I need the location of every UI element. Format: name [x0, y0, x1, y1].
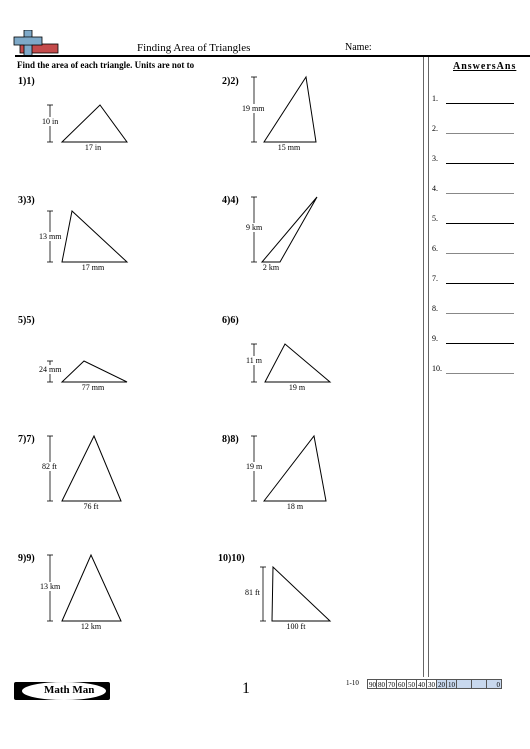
problem-number: 10)10) — [218, 553, 245, 564]
base-label: 18 m — [286, 502, 304, 511]
answer-number: 8. — [432, 304, 438, 313]
height-label: 81 ft — [245, 588, 260, 597]
triangle-shape — [62, 436, 121, 501]
score-cell: 20 — [438, 681, 445, 689]
score-cell — [457, 679, 472, 689]
page-number: 1 — [242, 680, 250, 697]
answer-blank[interactable] — [446, 283, 514, 284]
score-cell: 0 — [487, 679, 502, 689]
height-label: 10 in — [42, 117, 59, 126]
height-label: 82 ft — [42, 462, 57, 471]
score-range-label: 1-10 — [346, 679, 359, 687]
problem-number: 1)1) — [18, 76, 35, 87]
triangle-shape — [62, 105, 127, 142]
answer-blank[interactable] — [446, 163, 514, 164]
triangle-shape — [264, 436, 326, 501]
height-label: 11 m — [246, 356, 262, 365]
base-label: 19 m — [288, 383, 306, 392]
score-cell: 90 — [369, 681, 376, 689]
triangle-shape — [265, 344, 330, 382]
score-cell: 30 — [428, 681, 435, 689]
height-label: 19 mm — [242, 104, 265, 113]
problem-number: 4)4) — [222, 195, 239, 206]
score-cell: 70 — [388, 681, 395, 689]
answer-number: 2. — [432, 124, 438, 133]
answer-blank[interactable] — [446, 223, 514, 224]
height-label: 24 mm — [39, 365, 62, 374]
worksheet-title: Finding Area of Triangles — [137, 42, 251, 54]
triangle-shape — [62, 211, 127, 262]
name-label: Name: — [345, 42, 372, 53]
problem-number: 6)6) — [222, 315, 239, 326]
answer-number: 6. — [432, 244, 438, 253]
brand-label: Math Man — [44, 684, 95, 696]
height-label: 13 mm — [39, 232, 62, 241]
answer-number: 10. — [432, 364, 442, 373]
score-cell — [472, 679, 487, 689]
base-label: 2 km — [262, 263, 280, 272]
answer-blank[interactable] — [446, 193, 514, 194]
score-cell: 40 — [418, 681, 425, 689]
answer-blank[interactable] — [446, 103, 514, 104]
problem-number: 8)8) — [222, 434, 239, 445]
height-label: 9 km — [246, 223, 263, 232]
problem-number: 5)5) — [18, 315, 35, 326]
base-label: 12 km — [80, 622, 102, 631]
triangle-shape — [264, 77, 316, 142]
answers-heading: AnswersAns — [453, 61, 517, 72]
problem-number: 9)9) — [18, 553, 35, 564]
problem-number: 3)3) — [18, 195, 35, 206]
answer-blank[interactable] — [446, 373, 514, 374]
answer-blank[interactable] — [446, 343, 514, 344]
answer-number: 4. — [432, 184, 438, 193]
triangle-shape — [272, 567, 330, 621]
triangle-shape — [62, 555, 121, 621]
base-label: 17 mm — [81, 263, 105, 272]
answer-column-divider — [423, 57, 424, 677]
score-cell: 10 — [448, 681, 455, 689]
base-label: 15 mm — [277, 143, 301, 152]
answer-number: 9. — [432, 334, 438, 343]
problem-number: 7)7) — [18, 434, 35, 445]
answer-number: 3. — [432, 154, 438, 163]
instructions: Find the area of each triangle. Units are not to — [17, 60, 195, 70]
answer-blank[interactable] — [446, 253, 514, 254]
answer-blank[interactable] — [446, 133, 514, 134]
height-label: 19 m — [246, 462, 263, 471]
base-label: 77 mm — [81, 383, 105, 392]
problem-number: 2)2) — [222, 76, 239, 87]
base-label: 100 ft — [286, 622, 306, 631]
score-cell: 80 — [378, 681, 385, 689]
answer-number: 7. — [432, 274, 438, 283]
base-label: 76 ft — [83, 502, 99, 511]
answer-number: 1. — [432, 94, 438, 103]
answer-number: 5. — [432, 214, 438, 223]
score-cell: 60 — [398, 681, 405, 689]
height-label: 13 km — [40, 582, 61, 591]
answer-column-divider-inner — [428, 57, 429, 677]
triangle-shape — [262, 197, 317, 262]
answer-blank[interactable] — [446, 313, 514, 314]
score-table — [367, 679, 502, 689]
score-cell: 50 — [408, 681, 415, 689]
triangle-shape — [62, 361, 127, 382]
base-label: 17 in — [84, 143, 102, 152]
